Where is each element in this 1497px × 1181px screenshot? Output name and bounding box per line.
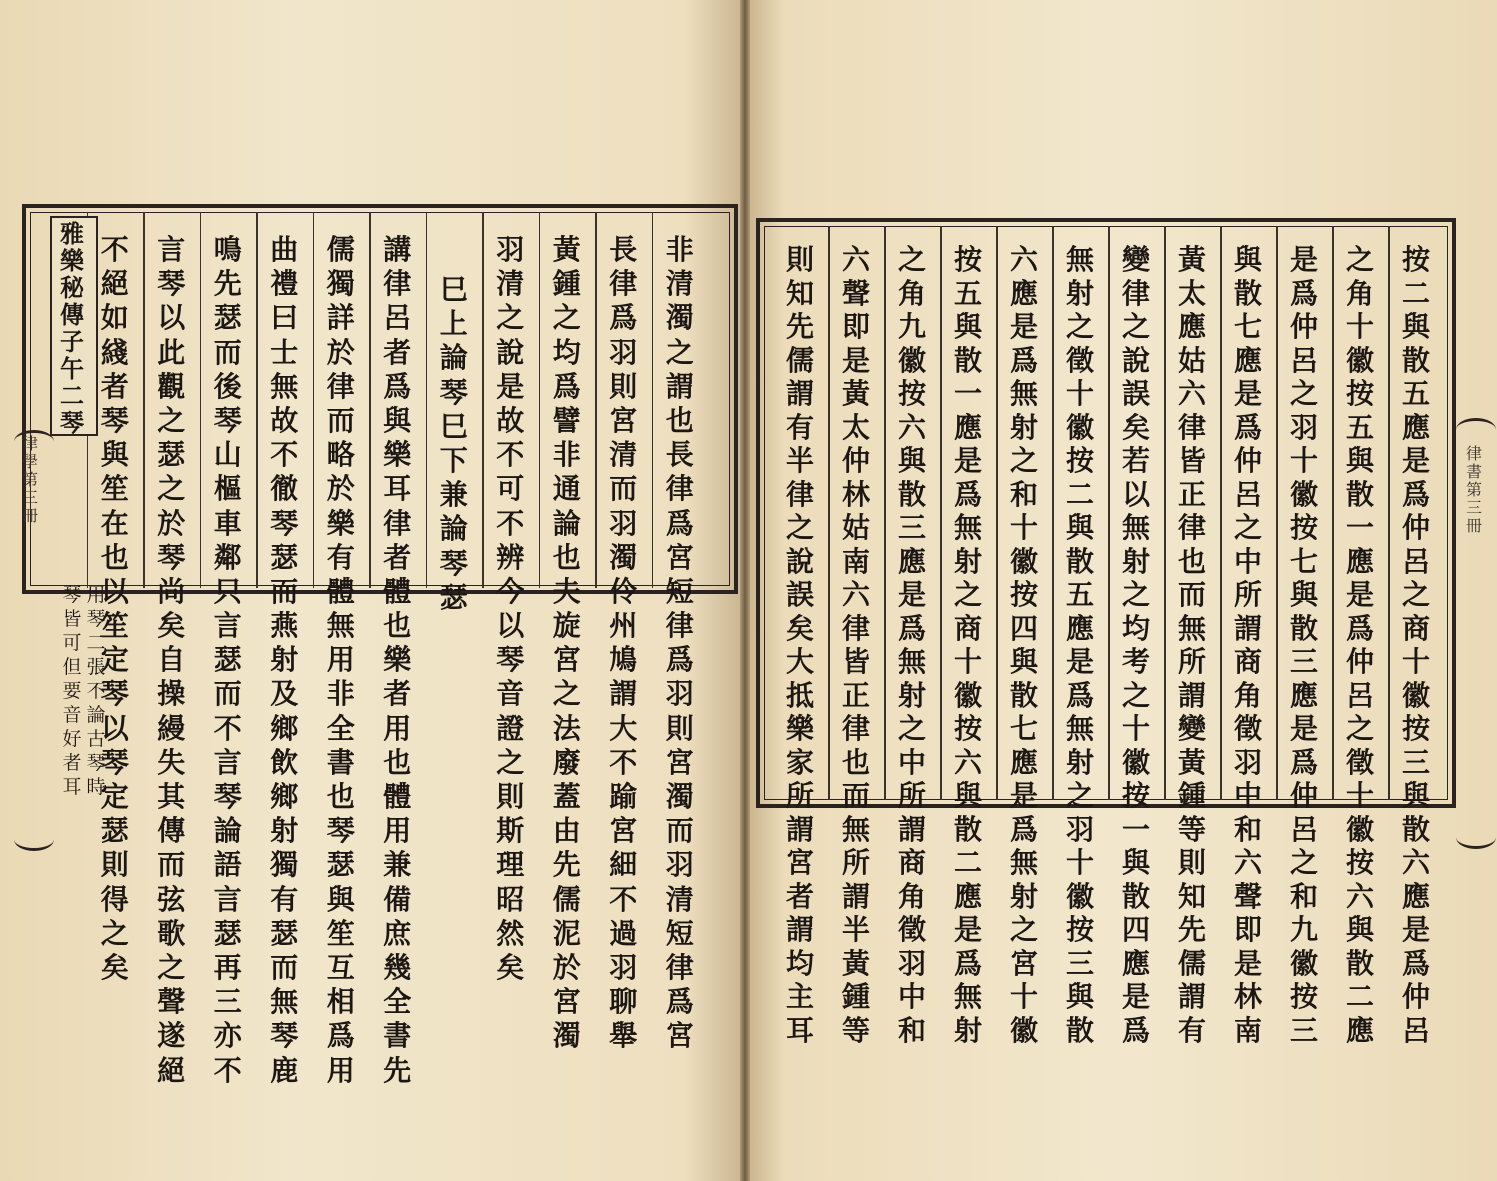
column-rule bbox=[482, 212, 484, 588]
column-rule bbox=[996, 226, 998, 800]
left-text-column: 巳 上 論 琴 巳 下 兼 論 琴 瑟 bbox=[439, 273, 468, 614]
right-text-column: 黃 太 應 姑 六 律 皆 正 律 也 而 無 所 謂 變 黃 鍾 等 則 知 先 儒 謂 有 bbox=[1178, 243, 1207, 1047]
right-text-column: 按 五 與 散 一 應 是 爲 無 射 之 商 十 徽 按 六 與 散 二 應 是 爲 無 射 bbox=[954, 243, 983, 1047]
book-gutter bbox=[740, 0, 750, 1181]
column-rule bbox=[1052, 226, 1054, 800]
column-rule bbox=[426, 212, 428, 588]
side-note-column: 琴 皆 可 但 要 音 好 者 耳 bbox=[62, 584, 82, 798]
fish-tail-ornament bbox=[14, 430, 54, 453]
column-rule bbox=[595, 212, 597, 588]
column-rule bbox=[940, 226, 942, 800]
left-text-column: 講 律 呂 者 爲 與 樂 耳 律 者 體 也 樂 者 用 也 體 用 兼 備 庶 幾 全 書 先 bbox=[383, 233, 412, 1087]
right-text-column: 六 應 是 爲 無 射 之 和 十 徽 按 四 與 散 七 應 是 爲 無 射 之 宮 十 徽 bbox=[1010, 243, 1039, 1047]
left-text-column: 曲 禮 曰 士 無 故 不 徹 琴 瑟 而 燕 射 及 鄉 飲 鄉 射 獨 有 瑟 而 無 琴 鹿 bbox=[270, 233, 299, 1087]
column-rule bbox=[1332, 226, 1334, 800]
column-rule bbox=[1388, 226, 1390, 800]
book-title: 雅 樂 秘 傳 子 午 二 琴 bbox=[60, 219, 84, 437]
right-text-column: 則 知 先 儒 謂 有 半 律 之 說 誤 矣 大 抵 樂 家 所 謂 宮 者 謂 均 主 耳 bbox=[786, 243, 815, 1047]
left-center-section-label: 律 學 第 三 冊 bbox=[22, 434, 39, 525]
left-text-column: 非 清 濁 之 謂 也 長 律 爲 宮 短 律 爲 羽 則 宮 濁 而 羽 清 短 律 爲 宮 bbox=[665, 233, 694, 1053]
column-rule bbox=[884, 226, 886, 800]
fish-tail-ornament-right-lower bbox=[1456, 826, 1496, 849]
right-text-column: 按 二 與 散 五 應 是 爲 仲 呂 之 商 十 徽 按 三 與 散 六 應 是 爲 仲 呂 bbox=[1402, 243, 1431, 1047]
column-rule bbox=[1220, 226, 1222, 800]
column-rule bbox=[539, 212, 541, 588]
fish-tail-ornament-right bbox=[1456, 418, 1496, 441]
column-rule bbox=[828, 226, 830, 800]
right-text-column: 六 聲 即 是 黃 太 仲 林 姑 南 六 律 皆 正 律 也 而 無 所 謂 半 黃 鍾 等 bbox=[842, 243, 871, 1047]
right-text-column: 是 爲 仲 呂 之 羽 十 徽 按 七 與 散 三 應 是 爲 仲 呂 之 和 九 徽 按 三 bbox=[1290, 243, 1319, 1047]
right-text-column: 變 律 之 說 誤 矣 若 以 無 射 之 均 考 之 十 徽 按 一 與 散 四 應 是 爲 bbox=[1122, 243, 1151, 1047]
column-rule bbox=[1276, 226, 1278, 800]
column-rule bbox=[1164, 226, 1166, 800]
column-rule bbox=[1108, 226, 1110, 800]
column-rule bbox=[200, 212, 202, 588]
column-rule bbox=[652, 212, 654, 588]
right-center-section-label: 律 書 第 三 冊 bbox=[1466, 444, 1483, 535]
left-text-column: 羽 清 之 說 是 故 不 可 不 辨 今 以 琴 音 證 之 則 斯 理 昭 然 矣 bbox=[496, 233, 525, 984]
left-text-column: 不 絕 如 綫 者 琴 與 笙 在 也 以 笙 定 琴 以 琴 定 瑟 則 得 之 矣 bbox=[100, 233, 129, 984]
right-text-column: 與 散 七 應 是 爲 仲 呂 之 中 所 謂 商 角 徵 羽 中 和 六 聲 即 是 林 南 bbox=[1234, 243, 1263, 1047]
side-note-column: 用 琴 二 張 不 論 古 琴 時 bbox=[86, 584, 106, 798]
left-text-column: 鳴 先 瑟 而 後 琴 山 樞 車 鄰 只 言 瑟 而 不 言 琴 論 語 言 瑟 再 三 亦 不 bbox=[213, 233, 242, 1087]
column-rule bbox=[256, 212, 258, 588]
left-text-column: 儒 獨 詳 於 律 而 略 於 樂 有 體 無 用 非 全 書 也 琴 瑟 與 笙 互 相 爲 用 bbox=[326, 233, 355, 1087]
left-text-column: 黃 鍾 之 均 爲 譬 非 通 論 也 夫 旋 宮 之 法 廢 蓋 由 先 儒 泥 於 宮 濁 bbox=[552, 233, 581, 1053]
fish-tail-ornament-lower bbox=[14, 828, 54, 851]
right-text-column: 無 射 之 徵 十 徽 按 二 與 散 五 應 是 爲 無 射 之 羽 十 徽 按 三 與 散 bbox=[1066, 243, 1095, 1047]
column-rule bbox=[143, 212, 145, 588]
left-text-column: 言 琴 以 此 觀 之 瑟 之 於 琴 尚 矣 自 操 縵 失 其 傳 而 弦 歌 之 聲 遂 絕 bbox=[157, 233, 186, 1087]
column-rule bbox=[313, 212, 315, 588]
left-text-column: 長 律 爲 羽 則 宮 清 而 羽 濁 伶 州 鳩 謂 大 不 踰 宮 細 不 過 羽 聊 舉 bbox=[609, 233, 638, 1053]
right-text-column: 之 角 九 徽 按 六 與 散 三 應 是 爲 無 射 之 中 所 謂 商 角 徵 羽 中 和 bbox=[898, 243, 927, 1047]
right-text-column: 之 角 十 徽 按 五 與 散 一 應 是 爲 仲 呂 之 徵 十 徽 按 六 與 散 二 應 bbox=[1346, 243, 1375, 1047]
column-rule bbox=[369, 212, 371, 588]
